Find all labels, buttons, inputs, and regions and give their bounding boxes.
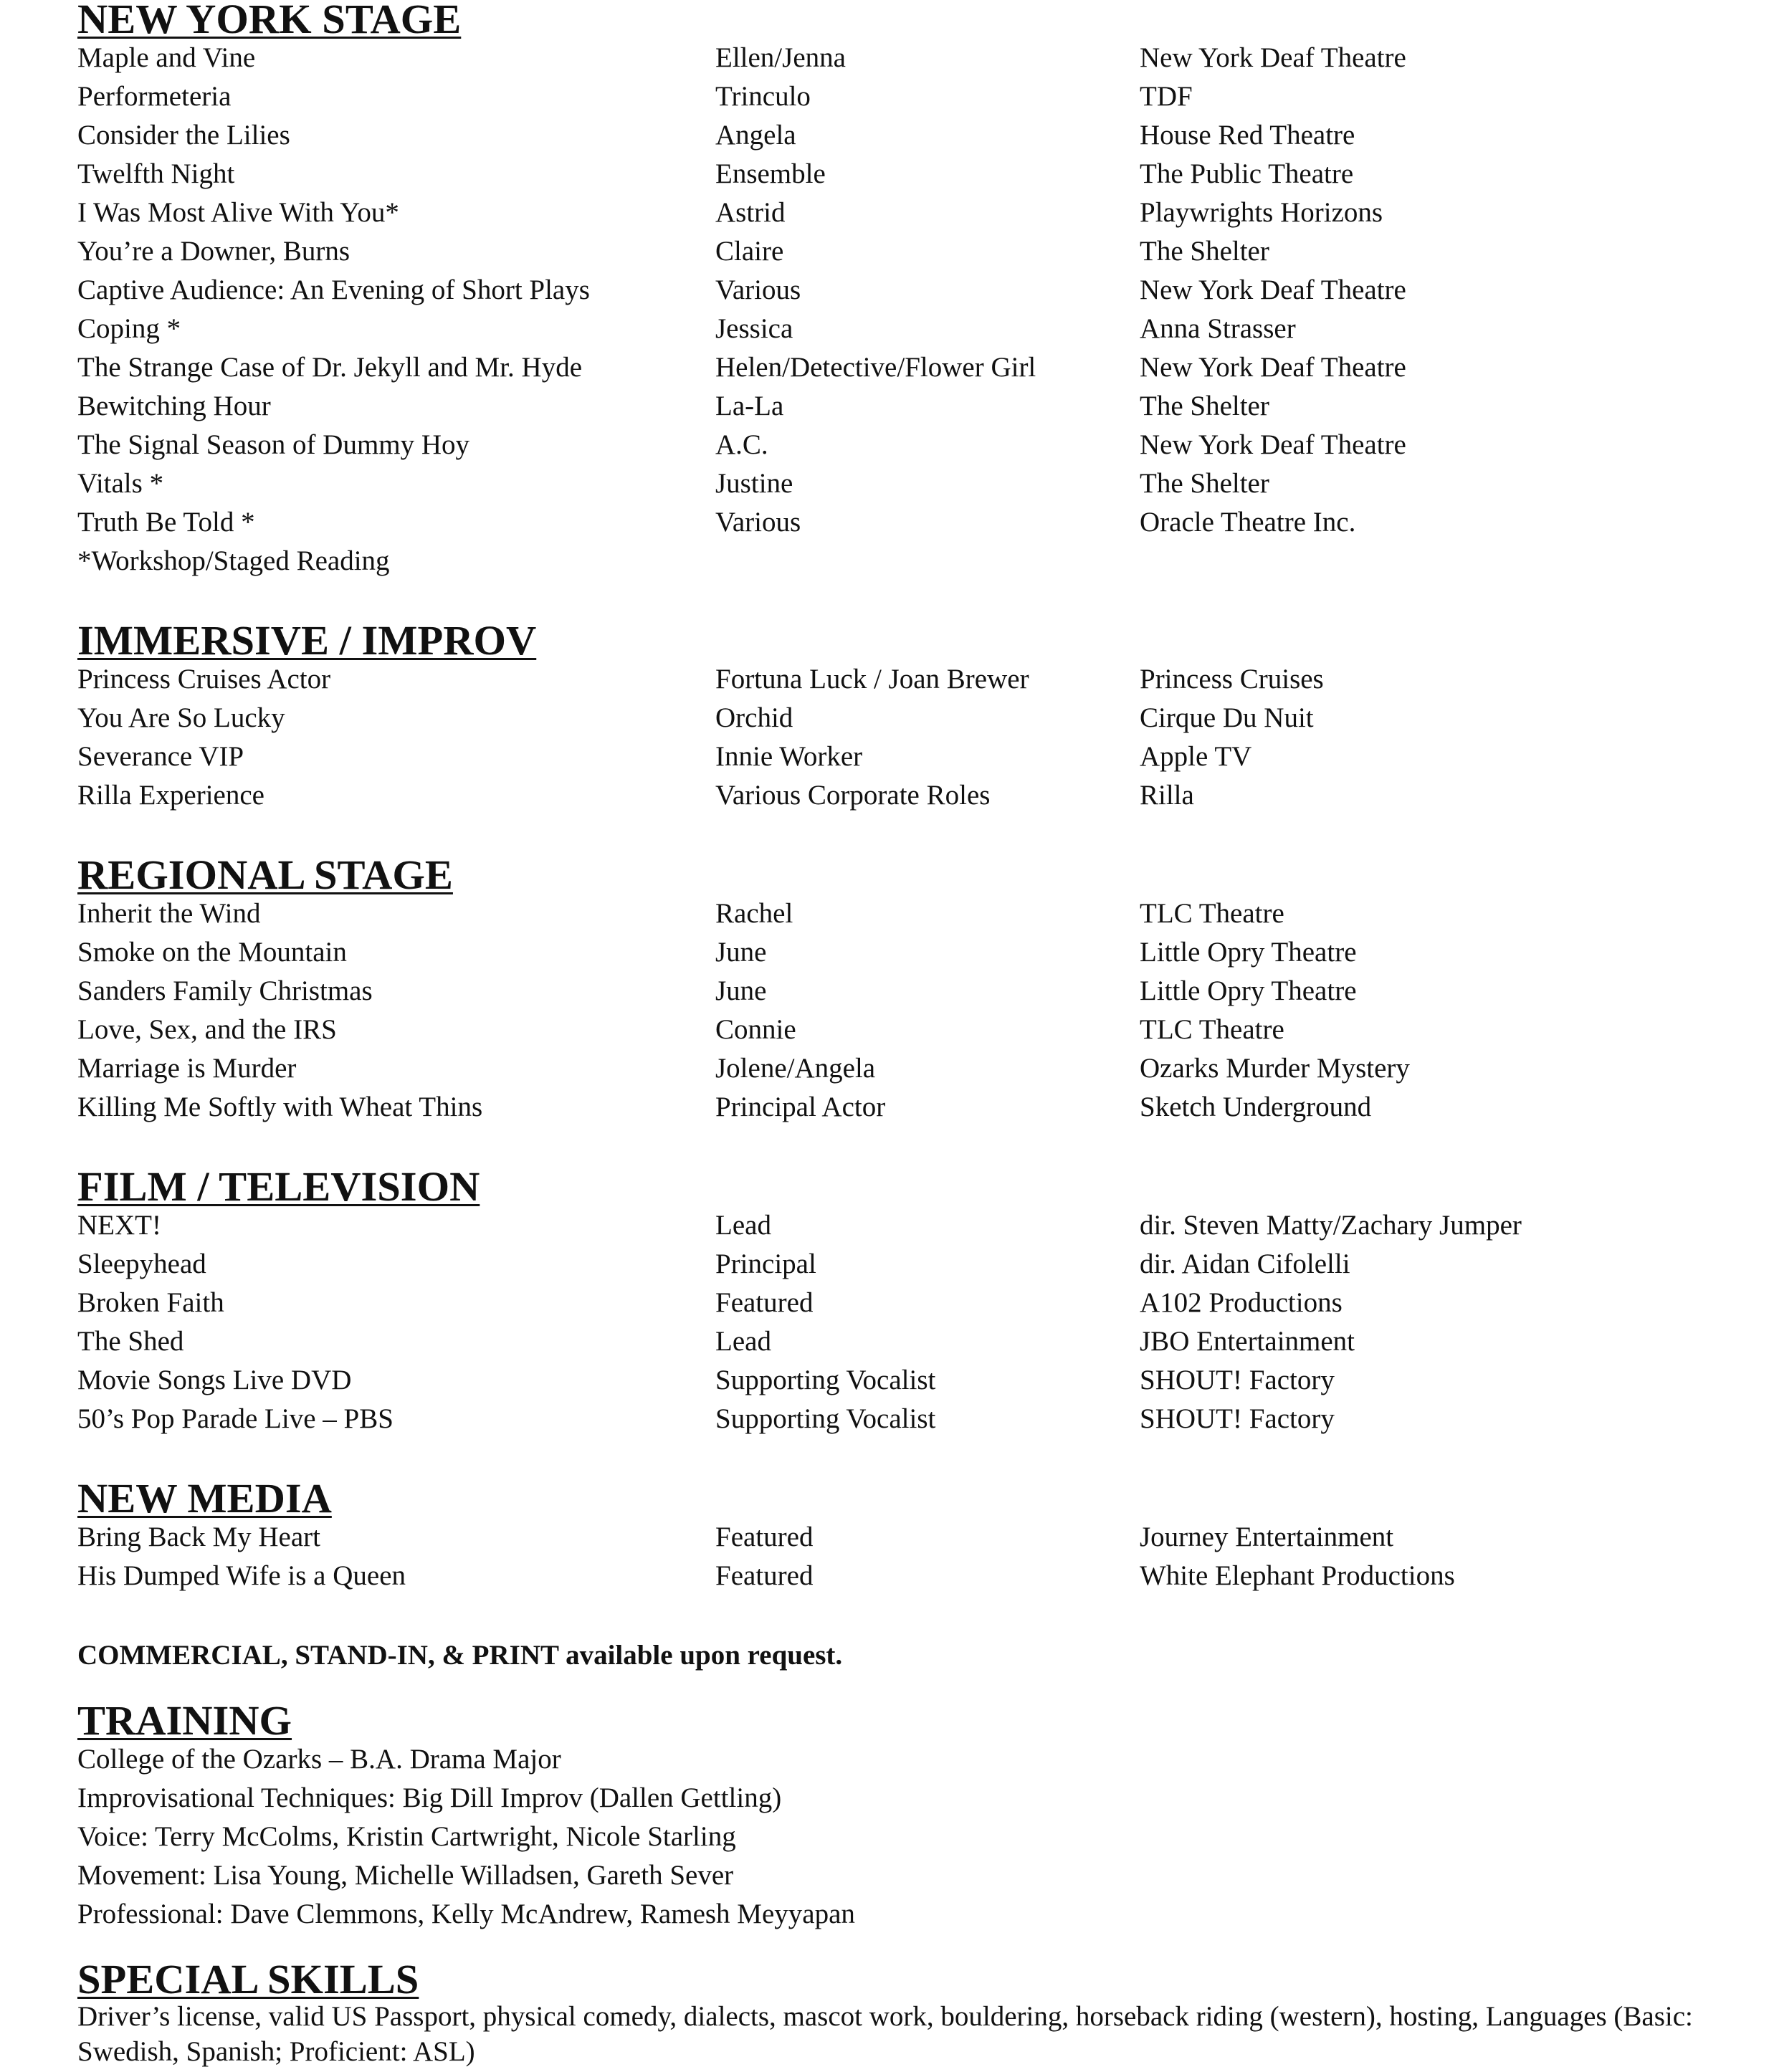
credit-title: Marriage is Murder [77, 1053, 297, 1084]
credit-row [77, 1400, 1755, 1438]
section-title-new-media: NEW MEDIA [77, 1475, 332, 1522]
credit-row [77, 194, 1755, 232]
credit-title: You Are So Lucky [77, 702, 285, 733]
credit-role: La-La [715, 391, 784, 421]
section-title-film: FILM / TELEVISION [77, 1163, 480, 1210]
credit-row [77, 933, 1755, 972]
credit-role: Helen/Detective/Flower Girl [715, 352, 1036, 383]
credit-title: The Strange Case of Dr. Jekyll and Mr. Hyde [77, 352, 583, 383]
credit-company: Cirque Du Nuit [1140, 702, 1314, 733]
credit-company: New York Deaf Theatre [1140, 429, 1406, 460]
credit-title: Sanders Family Christmas [77, 975, 373, 1006]
section-title-training: TRAINING [77, 1697, 292, 1744]
credit-company: SHOUT! Factory [1140, 1365, 1335, 1395]
credit-row [77, 39, 1755, 77]
credit-row [77, 660, 1755, 699]
section-title-skills: SPECIAL SKILLS [77, 1956, 419, 2002]
credit-company: White Elephant Productions [1140, 1560, 1455, 1591]
credit-company: Oracle Theatre Inc. [1140, 507, 1356, 538]
section-spacer [77, 1595, 1755, 1636]
credit-company: The Shelter [1140, 468, 1269, 499]
credit-title: The Signal Season of Dummy Hoy [77, 429, 470, 460]
credit-role: Connie [715, 1014, 796, 1045]
commercial-note: COMMERCIAL, STAND-IN, & PRINT available upon request. [77, 1640, 843, 1671]
section-regional [77, 851, 1755, 1127]
credit-title: His Dumped Wife is a Queen [77, 1560, 406, 1591]
training-line: College of the Ozarks – B.A. Drama Major [77, 1744, 561, 1775]
credit-company: Little Opry Theatre [1140, 975, 1357, 1006]
credit-company: TLC Theatre [1140, 1014, 1284, 1045]
credit-title: Broken Faith [77, 1287, 224, 1318]
resume-page [77, 0, 1755, 2069]
training-line: Movement: Lisa Young, Michelle Willadsen, Gareth Sever [77, 1860, 734, 1891]
credit-title: You’re a Downer, Burns [77, 236, 351, 267]
credit-role: Jessica [715, 313, 793, 344]
credit-role: Orchid [715, 702, 793, 733]
credit-role: June [715, 937, 767, 968]
credit-row [77, 1284, 1755, 1322]
credit-company: New York Deaf Theatre [1140, 352, 1406, 383]
credit-company: dir. Aidan Cifolelli [1140, 1249, 1350, 1279]
credit-company: Playwrights Horizons [1140, 197, 1383, 228]
credit-company: Anna Strasser [1140, 313, 1296, 344]
section-spacer [77, 815, 1755, 856]
credit-title: 50’s Pop Parade Live – PBS [77, 1403, 394, 1434]
credit-role: Ensemble [715, 158, 826, 189]
credit-role: Angela [715, 120, 796, 151]
section-film [77, 1163, 1755, 1438]
credit-title: Inherit the Wind [77, 898, 261, 929]
credit-title: Smoke on the Mountain [77, 937, 347, 968]
credit-company: dir. Steven Matty/Zachary Jumper [1140, 1210, 1522, 1241]
credit-company: The Public Theatre [1140, 158, 1354, 189]
credit-row [77, 271, 1755, 310]
credit-title: Twelfth Night [77, 158, 235, 189]
credit-company: Journey Entertainment [1140, 1522, 1394, 1552]
credit-row [77, 464, 1755, 503]
credit-role: Justine [715, 468, 793, 499]
training-line: Professional: Dave Clemmons, Kelly McAndrew, Ramesh Meyyapan [77, 1899, 855, 1929]
credit-role: Various [715, 507, 801, 538]
credit-row [77, 1361, 1755, 1400]
credit-title: Performeteria [77, 81, 232, 112]
credit-row [77, 503, 1755, 542]
credit-title: NEXT! [77, 1210, 161, 1241]
credit-row [77, 972, 1755, 1011]
credit-row [77, 1557, 1755, 1595]
section-spacer [77, 581, 1755, 621]
credit-title: Killing Me Softly with Wheat Thins [77, 1092, 483, 1122]
credit-row [77, 310, 1755, 348]
credit-role: A.C. [715, 429, 768, 460]
credit-title: The Shed [77, 1326, 184, 1357]
credit-role: Featured [715, 1522, 814, 1552]
credit-role: Supporting Vocalist [715, 1365, 936, 1395]
credit-title: Movie Songs Live DVD [77, 1365, 352, 1395]
credit-company: JBO Entertainment [1140, 1326, 1355, 1357]
credit-company: Princess Cruises [1140, 664, 1324, 694]
credit-role: Principal [715, 1249, 816, 1279]
training-line: Voice: Terry McColms, Kristin Cartwright, Nicole Starling [77, 1821, 736, 1852]
credit-row [77, 737, 1755, 776]
credit-role: Various [715, 274, 801, 305]
credit-title: Princess Cruises Actor [77, 664, 331, 694]
credit-title: Bewitching Hour [77, 391, 271, 421]
credit-row [77, 1206, 1755, 1245]
credit-company: Sketch Underground [1140, 1092, 1372, 1122]
credit-row [77, 348, 1755, 387]
credit-title: Severance VIP [77, 741, 244, 772]
credit-title: Captive Audience: An Evening of Short Plays [77, 274, 590, 305]
credit-row [77, 1322, 1755, 1361]
credit-title: I Was Most Alive With You* [77, 197, 399, 228]
credit-company: New York Deaf Theatre [1140, 274, 1406, 305]
credit-row [77, 1245, 1755, 1284]
credit-company: House Red Theatre [1140, 120, 1355, 151]
credit-row [77, 1049, 1755, 1088]
section-spacer [77, 1127, 1755, 1168]
credit-title: Love, Sex, and the IRS [77, 1014, 337, 1045]
credit-row [77, 1011, 1755, 1049]
credit-row [77, 116, 1755, 155]
credit-company: Apple TV [1140, 741, 1252, 772]
credit-role: Jolene/Angela [715, 1053, 876, 1084]
section-title-immersive: IMMERSIVE / IMPROV [77, 617, 537, 664]
section-training [77, 1697, 1755, 1934]
credit-role: Claire [715, 236, 784, 267]
credit-company: A102 Productions [1140, 1287, 1343, 1318]
training-line: Improvisational Techniques: Big Dill Improv (Dallen Gettling) [77, 1782, 782, 1813]
section-spacer [77, 1438, 1755, 1479]
section-title-regional: REGIONAL STAGE [77, 851, 453, 898]
credit-title: Truth Be Told * [77, 507, 255, 538]
credit-role: Fortuna Luck / Joan Brewer [715, 664, 1029, 694]
credit-role: Principal Actor [715, 1092, 886, 1122]
section-skills [77, 1956, 1755, 2069]
credit-row [77, 387, 1755, 426]
credit-role: Ellen/Jenna [715, 42, 846, 73]
credit-role: Supporting Vocalist [715, 1403, 936, 1434]
credit-row [77, 1088, 1755, 1127]
credit-company: Ozarks Murder Mystery [1140, 1053, 1410, 1084]
credit-row [77, 232, 1755, 271]
credit-row [77, 426, 1755, 464]
workshop-note: *Workshop/Staged Reading [77, 545, 390, 576]
credit-row [77, 1518, 1755, 1557]
section-new-media [77, 1475, 1755, 1595]
credit-title: Consider the Lilies [77, 120, 290, 151]
section-immersive [77, 617, 1755, 815]
credit-company: The Shelter [1140, 236, 1269, 267]
credit-role: Various Corporate Roles [715, 780, 991, 811]
credit-role: Featured [715, 1560, 814, 1591]
credit-title: Sleepyhead [77, 1249, 206, 1279]
credit-role: June [715, 975, 767, 1006]
credit-company: SHOUT! Factory [1140, 1403, 1335, 1434]
credit-title: Maple and Vine [77, 42, 256, 73]
credit-row [77, 77, 1755, 116]
credit-role: Trinculo [715, 81, 811, 112]
section-title-ny-stage: NEW YORK STAGE [77, 0, 462, 42]
credit-title: Rilla Experience [77, 780, 264, 811]
credit-role: Innie Worker [715, 741, 863, 772]
credit-company: TLC Theatre [1140, 898, 1284, 929]
credit-company: TDF [1140, 81, 1193, 112]
credit-company: Little Opry Theatre [1140, 937, 1357, 968]
credit-row [77, 776, 1755, 815]
section-spacer [77, 1675, 1755, 1701]
credit-company: Rilla [1140, 780, 1194, 811]
credit-role: Astrid [715, 197, 786, 228]
credit-role: Lead [715, 1326, 771, 1357]
credit-company: The Shelter [1140, 391, 1269, 421]
credit-company: New York Deaf Theatre [1140, 42, 1406, 73]
credit-row [77, 894, 1755, 933]
credit-role: Rachel [715, 898, 793, 929]
credit-title: Bring Back My Heart [77, 1522, 321, 1552]
credit-role: Featured [715, 1287, 814, 1318]
credit-role: Lead [715, 1210, 771, 1241]
skills-text: Driver’s license, valid US Passport, physical comedy, dialects, mascot work, bouldering, horseback riding (western), hosting, Languages (Basic: Swedish, Spanish; Proficient: ASL) [77, 2001, 1693, 2067]
credit-title: Coping * [77, 313, 181, 344]
section-ny-stage [77, 0, 1755, 581]
credit-row [77, 155, 1755, 194]
credit-row [77, 699, 1755, 737]
credit-title: Vitals * [77, 468, 164, 499]
